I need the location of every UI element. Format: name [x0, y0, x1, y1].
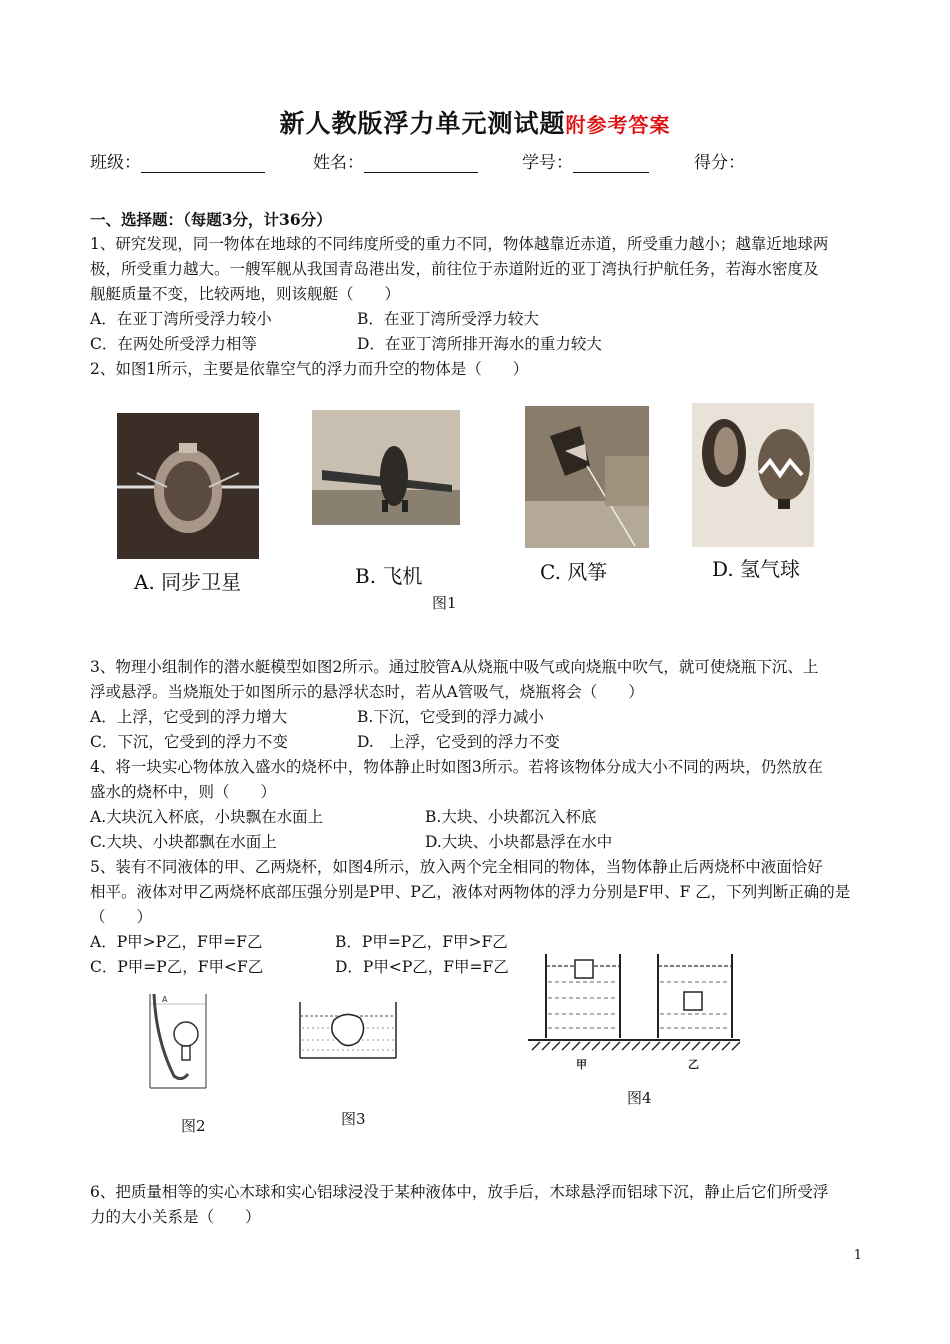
score-label: 得分：: [694, 153, 745, 173]
fig3-diagram: [298, 1000, 398, 1060]
q1-line-3: 舰艇质量不变，比较两地，则该舰艇（ ）: [90, 285, 401, 303]
fig2-label: A: [162, 995, 168, 1004]
class-blank[interactable]: [141, 154, 265, 173]
page-title: [0, 104, 950, 140]
fig3-caption: 图3: [341, 1110, 366, 1128]
q3-option-d: D. 上浮，它受到的浮力不变: [357, 733, 560, 751]
fig2-diagram: [142, 990, 210, 1092]
class-field: [90, 148, 265, 173]
fig1-caption-c: C. 风筝: [540, 560, 608, 584]
q1-option-d: D．在亚丁湾所排开海水的重力较大: [357, 335, 602, 353]
fig1-caption-d: D. 氢气球: [712, 557, 801, 581]
title-main: 新人教版浮力单元测试题: [279, 109, 566, 138]
q1-option-a: A．在亚丁湾所受浮力较小: [90, 310, 272, 328]
section-heading: 一、选择题：（每题3分，计36分）: [90, 210, 332, 229]
q4-option-c: C.大块、小块都飘在水面上: [90, 833, 277, 851]
class-label: 班级：: [90, 153, 141, 173]
fig1-caption: 图1: [432, 594, 457, 612]
fig2-caption: 图2: [181, 1117, 206, 1135]
fig4-caption: 图4: [627, 1089, 652, 1107]
airplane-image: [312, 410, 460, 525]
name-label: 姓名：: [313, 153, 364, 173]
q4-option-b: B.大块、小块都沉入杯底: [425, 808, 597, 826]
q2-line: 2、如图1所示，主要是依靠空气的浮力而升空的物体是（ ）: [90, 360, 529, 378]
q5-line-1: 5、装有不同液体的甲、乙两烧杯，如图4所示，放入两个完全相同的物体，当物体静止后两烧杯中液面恰好: [90, 858, 823, 876]
q3-line-1: 3、物理小组制作的潜水艇模型如图2所示。通过胶管A从烧瓶中吸气或向烧瓶中吹气，就可使烧瓶下沉、上: [90, 658, 819, 676]
q5-option-a: A．P甲>P乙，F甲=F乙: [90, 933, 263, 951]
q6-line-1: 6、把质量相等的实心木球和实心铝球浸没于某种液体中，放手后，木球悬浮而铝球下沉，静止后它们所受浮: [90, 1183, 829, 1201]
q3-option-b: B.下沉，它受到的浮力减小: [357, 708, 544, 726]
score-field: [694, 148, 745, 173]
q1-line-2: 极，所受重力越大。一艘军舰从我国青岛港出发，前往位于赤道附近的亚丁湾执行护航任务，若海水密度及: [90, 260, 819, 278]
fig4-right-label: 乙: [688, 1058, 699, 1071]
fig1-caption-a: A. 同步卫星: [134, 570, 242, 594]
q1-option-b: B．在亚丁湾所受浮力较大: [357, 310, 539, 328]
q5-line-2: 相平。液体对甲乙两烧杯底部压强分别是P甲、P乙，液体对两物体的浮力分别是F甲、F 乙，下列判断正确的是: [90, 883, 851, 901]
name-field: [313, 148, 478, 173]
fig1-caption-b: B. 飞机: [355, 564, 423, 588]
q4-option-d: D.大块、小块都悬浮在水中: [425, 833, 613, 851]
q5-line-3: （ ）: [90, 908, 153, 926]
q4-option-a: A.大块沉入杯底，小块飘在水面上: [90, 808, 324, 826]
number-label: 学号：: [522, 153, 573, 173]
page-number: 1: [853, 1248, 862, 1263]
q5-option-d: D．P甲<P乙，F甲=F乙: [335, 958, 509, 976]
kite-image: [525, 406, 649, 548]
fig4-left-label: 甲: [576, 1058, 587, 1071]
name-blank[interactable]: [364, 154, 478, 173]
q4-line-2: 盛水的烧杯中，则（ ）: [90, 783, 277, 801]
number-field: [522, 148, 649, 173]
q3-option-a: A．上浮，它受到的浮力增大: [90, 708, 288, 726]
q4-line-1: 4、将一块实心物体放入盛水的烧杯中，物体静止时如图3所示。若将该物体分成大小不同的两块，仍然放在: [90, 758, 823, 776]
title-suffix: 附参考答案: [565, 113, 671, 137]
q6-line-2: 力的大小关系是（ ）: [90, 1208, 261, 1226]
q5-option-b: B．P甲=P乙，F甲>F乙: [335, 933, 508, 951]
q3-option-c: C．下沉，它受到的浮力不变: [90, 733, 288, 751]
q1-option-c: C．在两处所受浮力相等: [90, 335, 257, 353]
q1-line-1: 1、研究发现，同一物体在地球的不同纬度所受的重力不同，物体越靠近赤道，所受重力越小；越靠近地球两: [90, 235, 829, 253]
q3-line-2: 浮或悬浮。当烧瓶处于如图所示的悬浮状态时，若从A管吸气，烧瓶将会（ ）: [90, 683, 644, 701]
balloon-image: [692, 403, 814, 547]
number-blank[interactable]: [573, 154, 649, 173]
satellite-image: [117, 413, 259, 559]
fig4-diagram: [526, 952, 742, 1072]
q5-option-c: C．P甲=P乙，F甲<F乙: [90, 958, 264, 976]
